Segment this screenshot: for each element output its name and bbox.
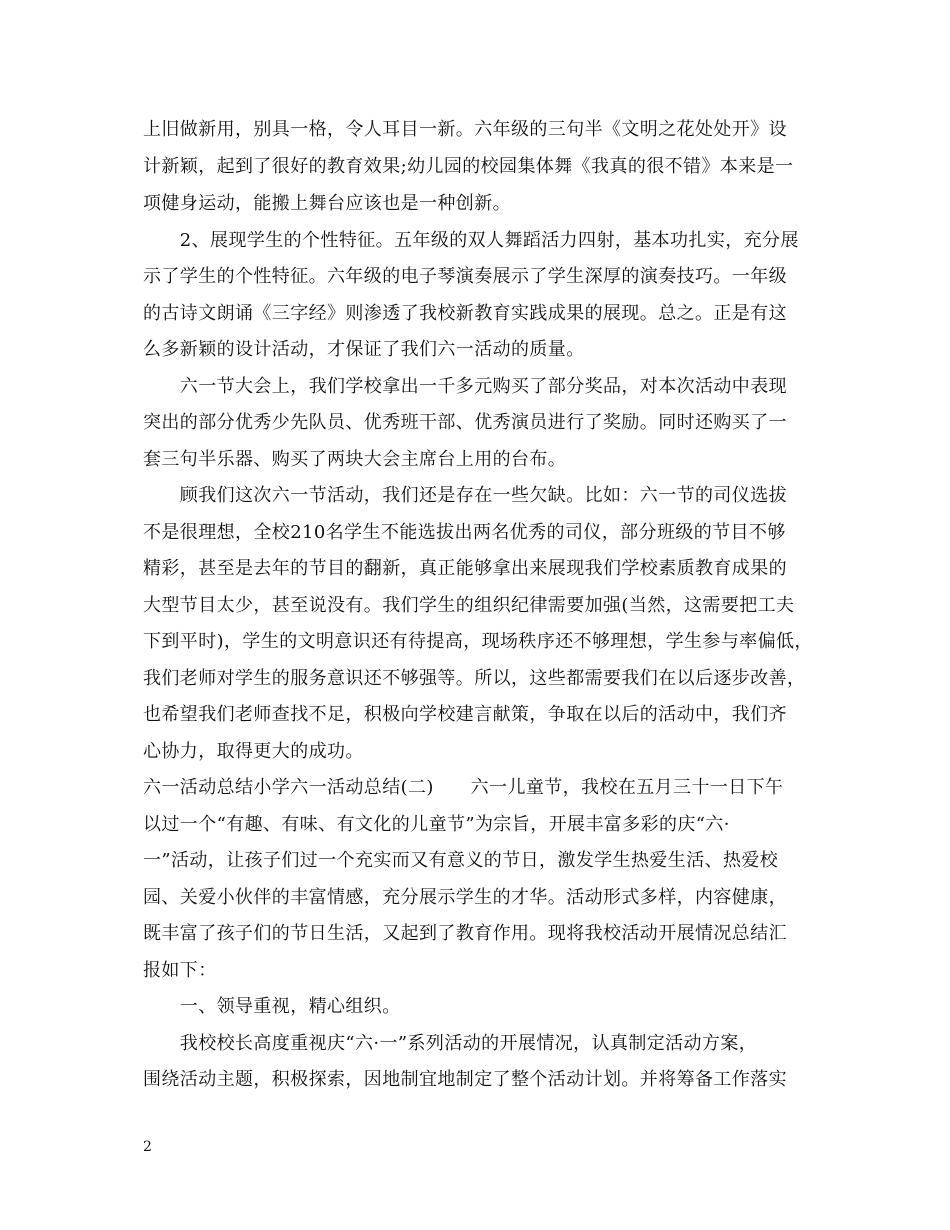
text-line: 计新颖，起到了很好的教育效果;幼儿园的校园集体舞《我真的很不错》本来是一 (143, 156, 794, 177)
text-line: 既丰富了孩子们的节日生活，又起到了教育作用。现将我校活动开展情况总结汇 (143, 923, 787, 944)
text-line: 精彩，甚至是去年的节目的翻新，真正能够拿出来展现我们学校素质教育成果的 (143, 558, 787, 579)
text-line: 大型节目太少，甚至说没有。我们学生的组织纪律需要加强(当然，这需要把工夫 (143, 595, 795, 616)
text-line: 我们老师对学生的服务意识还不够强等。所以，这些都需要我们在以后逐步改善， (143, 668, 806, 689)
text-line: 上旧做新用，别具一格，令人耳目一新。六年级的三句半《文明之花处处开》设 (143, 119, 787, 140)
text-line: 突出的部分优秀少先队员、优秀班干部、优秀演员进行了奖励。同时还购买了一 (143, 412, 787, 433)
text-line: 示了学生的个性特征。六年级的电子琴演奏展示了学生深厚的演奏技巧。一年级 (143, 266, 787, 287)
text-line: 一、领导重视，精心组织。 (143, 996, 401, 1017)
text-line: 园、关爱小伙伴的丰富情感，充分展示学生的才华。活动形式多样，内容健康， (143, 887, 787, 908)
text-line: 报如下： (143, 960, 217, 981)
text-line: 2、展现学生的个性特征。五年级的双人舞蹈活力四射，基本功扎实，充分展 (143, 230, 799, 251)
text-line: 我校校长高度重视庆“六·一”系列活动的开展情况，认真制定活动方案， (143, 1033, 758, 1054)
text-line: 顾我们这次六一节活动，我们还是存在一些欠缺。比如：六一节的司仪选拔 (143, 485, 787, 506)
section-heading-line: 六一活动总结小学六一活动总结(二) 六一儿童节，我校在五月三十一日下午 (143, 777, 784, 798)
page-number: 2 (143, 1139, 152, 1155)
text-line: 的古诗文朗诵《三字经》则渗透了我校新教育实践成果的展现。总之。正是有这 (143, 303, 787, 324)
text-line: 以过一个“有趣、有味、有文化的儿童节”为宗旨，开展丰富多彩的庆“六· (143, 814, 730, 835)
text-line: 也希望我们老师查找不足，积极向学校建言献策，争取在以后的活动中，我们齐 (143, 704, 787, 725)
text-line: 么多新颖的设计活动，才保证了我们六一活动的质量。 (143, 339, 585, 360)
text-line: 项健身运动，能搬上舞台应该也是一种创新。 (143, 193, 511, 214)
text-line: 套三句半乐器、购买了两块大会主席台上用的台布。 (143, 449, 567, 470)
text-line: 六一节大会上，我们学校拿出一千多元购买了部分奖品，对本次活动中表现 (143, 376, 787, 397)
text-line: 不是很理想，全校210名学生不能选拔出两名优秀的司仪，部分班级的节目不够 (143, 522, 786, 543)
text-line: 围绕活动主题，积极探索，因地制宜地制定了整个活动计划。并将筹备工作落实 (143, 1069, 787, 1090)
text-line: 下到平时)，学生的文明意识还有待提高，现场秩序还不够理想，学生参与率偏低， (143, 631, 813, 652)
text-line: 一”活动，让孩子们过一个充实而又有意义的节日，激发学生热爱生活、热爱校 (143, 850, 779, 871)
text-line: 心协力，取得更大的成功。 (143, 741, 364, 762)
